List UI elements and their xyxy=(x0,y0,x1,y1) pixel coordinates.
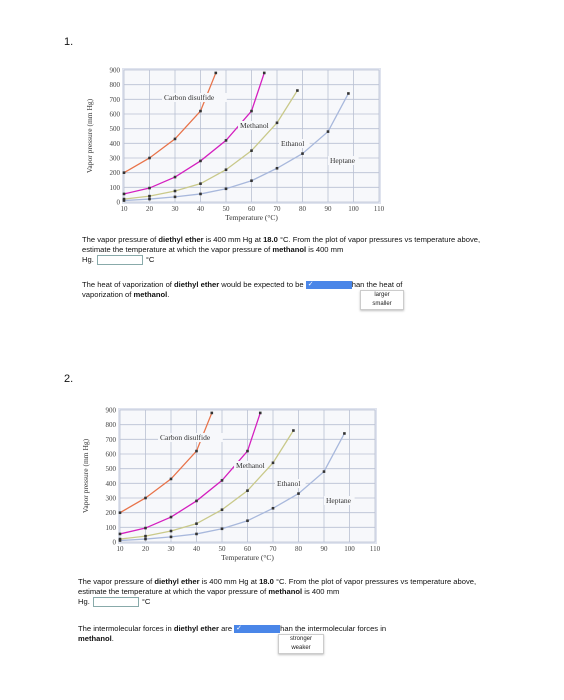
x-tick-label: 40 xyxy=(197,205,204,213)
x-axis-label: Temperature (°C) xyxy=(225,213,278,222)
data-point xyxy=(276,167,279,170)
data-point xyxy=(276,122,279,125)
x-axis-label: Temperature (°C) xyxy=(221,553,274,562)
data-point xyxy=(119,539,122,542)
x-tick-label: 50 xyxy=(222,205,230,213)
data-point xyxy=(144,538,147,541)
data-point xyxy=(272,462,275,465)
data-point xyxy=(170,478,173,481)
question-2-number: 2. xyxy=(64,373,74,385)
data-point xyxy=(195,533,198,536)
series-label: Methanol xyxy=(236,461,265,470)
series-label: Methanol xyxy=(240,121,269,130)
data-point xyxy=(292,429,295,432)
series-label: Carbon disulfide xyxy=(160,433,211,442)
y-tick-label: 100 xyxy=(109,183,120,192)
y-tick-label: 100 xyxy=(105,523,116,532)
x-tick-label: 90 xyxy=(320,545,328,553)
data-point xyxy=(174,196,177,199)
question-1-paragraph-1: The vapor pressure of diethyl ether is 400 mm Hg at 18.0 °C. From the plot of vapor pressures vs temperature above, estimate the temperature at which the vapor pressure of methanol is 400 mm Hg. °C xyxy=(82,235,481,264)
series-label: Carbon disulfide xyxy=(164,93,215,102)
temperature-answer-input-2[interactable] xyxy=(93,597,139,607)
series-label: Ethanol xyxy=(281,139,305,148)
data-point xyxy=(174,138,177,141)
data-point xyxy=(272,507,275,510)
question-2-paragraph-1: The vapor pressure of diethyl ether is 400 mm Hg at 18.0 °C. From the plot of vapor pressures vs temperature above, estimate the temperature at which the vapor pressure of methanol is 400 mm Hg. °C xyxy=(78,577,477,606)
vapor-pressure-chart-2 xyxy=(78,402,388,577)
data-point xyxy=(246,489,249,492)
y-tick-label: 700 xyxy=(105,435,116,444)
forces-comparison-options xyxy=(278,634,324,654)
heat-comparison-dropdown[interactable]: ✓ xyxy=(306,281,352,289)
data-point xyxy=(250,179,253,182)
data-point xyxy=(211,412,214,415)
data-point xyxy=(199,193,202,196)
data-point xyxy=(174,176,177,179)
data-point xyxy=(221,508,224,511)
series-label: Heptane xyxy=(330,156,355,165)
data-point xyxy=(144,535,147,538)
y-axis-label: Vapor pressure (mm Hg) xyxy=(81,438,90,514)
x-tick-label: 10 xyxy=(116,545,124,553)
temperature-answer-input-1[interactable] xyxy=(97,255,143,265)
question-1-number: 1. xyxy=(64,36,74,48)
x-tick-label: 80 xyxy=(295,545,302,553)
data-point xyxy=(246,519,249,522)
y-tick-label: 700 xyxy=(109,95,120,104)
data-point xyxy=(144,497,147,500)
data-point xyxy=(144,527,147,530)
y-tick-label: 300 xyxy=(109,154,120,163)
x-tick-label: 60 xyxy=(244,545,251,553)
y-tick-label: 500 xyxy=(109,125,120,134)
data-point xyxy=(221,479,224,482)
data-point xyxy=(148,195,151,198)
data-point xyxy=(195,522,198,525)
series-label: Heptane xyxy=(326,496,351,505)
series-label: Ethanol xyxy=(277,479,301,488)
y-tick-label: 500 xyxy=(105,465,116,474)
y-tick-label: 200 xyxy=(109,169,120,178)
data-point xyxy=(170,536,173,539)
x-tick-label: 20 xyxy=(146,205,153,213)
data-point xyxy=(263,72,266,75)
data-point xyxy=(123,199,126,202)
data-point xyxy=(148,187,151,190)
data-point xyxy=(199,110,202,113)
x-tick-label: 70 xyxy=(273,205,281,213)
vapor-pressure-chart-1 xyxy=(82,62,392,237)
x-tick-label: 40 xyxy=(193,545,200,553)
data-point xyxy=(123,193,126,196)
x-tick-label: 50 xyxy=(218,545,226,553)
x-tick-label: 80 xyxy=(299,205,306,213)
data-point xyxy=(225,139,228,142)
data-point xyxy=(199,182,202,185)
data-point xyxy=(170,516,173,519)
x-tick-label: 90 xyxy=(324,205,332,213)
forces-comparison-dropdown[interactable]: ✓ xyxy=(234,625,280,633)
y-tick-label: 800 xyxy=(105,421,116,430)
x-tick-label: 70 xyxy=(269,545,277,553)
data-point xyxy=(215,72,218,75)
y-tick-label: 400 xyxy=(105,479,116,488)
data-point xyxy=(119,511,122,514)
y-tick-label: 400 xyxy=(109,139,120,148)
x-tick-label: 100 xyxy=(344,545,355,553)
x-tick-label: 60 xyxy=(248,205,255,213)
y-tick-label: 900 xyxy=(109,66,120,75)
data-point xyxy=(296,89,299,92)
option-stronger[interactable]: stronger xyxy=(289,636,312,642)
y-tick-label: 300 xyxy=(105,494,116,503)
data-point xyxy=(297,492,300,495)
y-tick-label: 0 xyxy=(116,198,120,207)
data-point xyxy=(174,190,177,193)
data-point xyxy=(225,188,228,191)
data-point xyxy=(119,533,122,536)
data-point xyxy=(327,130,330,133)
data-point xyxy=(259,412,262,415)
y-tick-label: 200 xyxy=(105,509,116,518)
y-tick-label: 600 xyxy=(109,110,120,119)
x-tick-label: 10 xyxy=(120,205,128,213)
option-weaker[interactable]: weaker xyxy=(291,645,311,651)
data-point xyxy=(123,171,126,174)
x-tick-label: 110 xyxy=(369,545,381,553)
question-1-paragraph-2: The heat of vaporization of diethyl ether would be expected to be ✓ han the heat of vaporization of methanol. xyxy=(82,280,403,299)
data-point xyxy=(195,500,198,503)
option-larger[interactable]: larger xyxy=(374,292,390,298)
x-tick-label: 100 xyxy=(348,205,359,213)
data-point xyxy=(250,110,253,113)
data-point xyxy=(148,198,151,201)
data-point xyxy=(170,530,173,533)
data-point xyxy=(195,450,198,453)
y-tick-label: 900 xyxy=(105,406,116,415)
data-point xyxy=(246,450,249,453)
option-smaller[interactable]: smaller xyxy=(372,301,392,307)
x-tick-label: 110 xyxy=(373,205,385,213)
y-tick-label: 800 xyxy=(109,81,120,90)
data-point xyxy=(221,528,224,531)
data-point xyxy=(347,92,350,95)
data-point xyxy=(343,432,346,435)
data-point xyxy=(199,160,202,163)
data-point xyxy=(250,149,253,152)
data-point xyxy=(148,157,151,160)
x-tick-label: 30 xyxy=(171,205,179,213)
y-tick-label: 600 xyxy=(105,450,116,459)
data-point xyxy=(301,152,304,155)
heat-comparison-options xyxy=(360,290,404,310)
y-axis-label: Vapor pressure (mm Hg) xyxy=(85,98,94,174)
data-point xyxy=(323,470,326,473)
y-tick-label: 0 xyxy=(112,538,116,547)
x-tick-label: 20 xyxy=(142,545,149,553)
data-point xyxy=(225,168,228,171)
question-2-paragraph-2: The intermolecular forces in diethyl ether are ✓ han the intermolecular forces in methanol. xyxy=(78,624,387,643)
x-tick-label: 30 xyxy=(167,545,175,553)
